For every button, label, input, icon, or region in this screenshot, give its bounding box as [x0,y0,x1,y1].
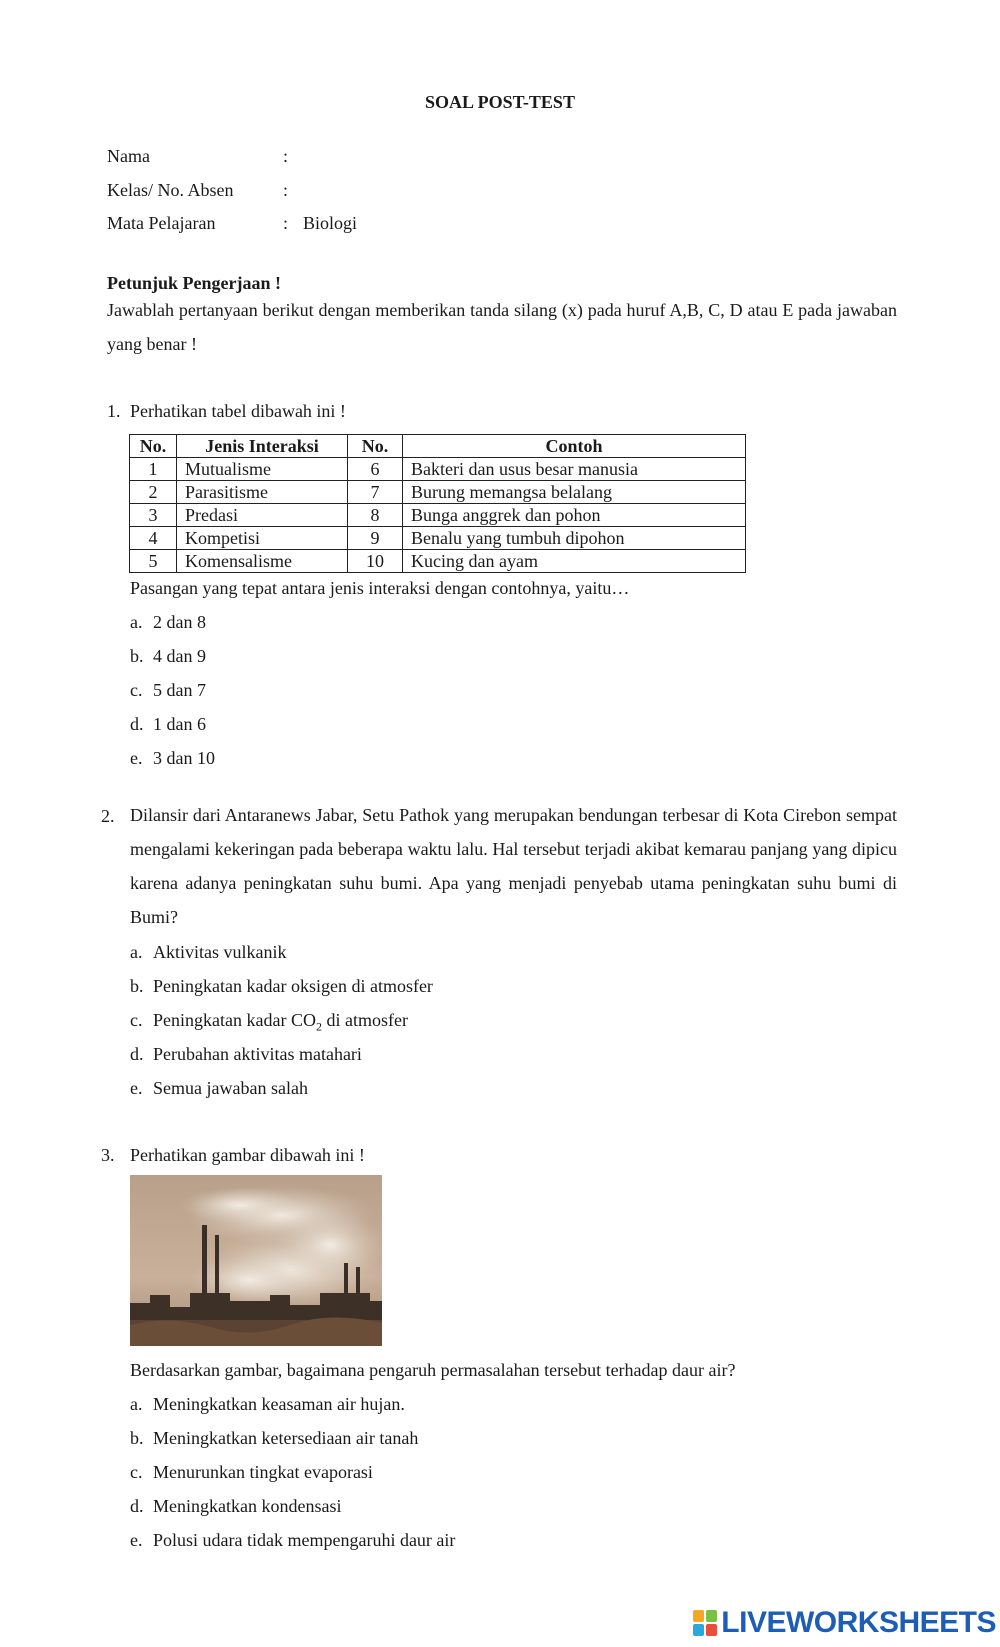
table-cell: 1 [130,458,177,481]
answer-option[interactable]: a. Meningkatkan keasaman air hujan. [130,1394,405,1414]
table-cell: Kucing dan ayam [403,550,746,573]
interaction-table [129,434,746,573]
answer-option[interactable]: e. Semua jawaban salah [130,1078,308,1098]
table-cell: Benalu yang tumbuh dipohon [403,527,746,550]
table-cell: Kompetisi [177,527,348,550]
table-cell: 4 [130,527,177,550]
table-cell: Bunga anggrek dan pohon [403,504,746,527]
answer-option[interactable]: c. Peningkatan kadar $CO_2$ di atmosfer [130,1010,408,1034]
table-cell: 3 [130,504,177,527]
question-prompt: Perhatikan tabel dibawah ini ! [130,401,346,421]
question-number: 3. [101,1145,115,1165]
identity-row-name: Nama : [107,146,289,166]
liveworksheets-logo[interactable] [693,1606,996,1640]
table-cell: Burung memangsa belalang [403,481,746,504]
table-cell: 8 [348,504,403,527]
table-cell: 6 [348,458,403,481]
instructions-heading: Petunjuk Pengerjaan ! [107,273,281,293]
question-prompt: Dilansir dari Antaranews Jabar, Setu Pathok yang merupakan bendungan terbesar di Kota Cirebon sempat mengalami kekeringan pada beberapa waktu lalu. Hal tersebut terjadi akibat kemarau panjang yang dipicu karena adanya peningkatan suhu bumi. Apa yang menjadi penyebab utama peningkatan suhu bumi di Bumi? [130,805,897,927]
table-header: Contoh [403,435,746,458]
table-cell: 9 [348,527,403,550]
answer-option[interactable]: e. Polusi udara tidak mempengaruhi daur air [130,1530,456,1550]
factory-pollution-image [130,1175,382,1346]
table-row [130,458,746,481]
question-number: 2. [101,806,115,826]
page-title: SOAL POST-TEST [425,92,575,112]
question-text: Berdasarkan gambar, bagaimana pengaruh permasalahan tersebut terhadap daur air? [130,1360,736,1380]
table-row [130,550,746,573]
answer-option[interactable]: d. Meningkatkan kondensasi [130,1496,342,1516]
table-header: Jenis Interaksi [177,435,348,458]
table-header: No. [348,435,403,458]
table-cell: Bakteri dan usus besar manusia [403,458,746,481]
table-row [130,527,746,550]
table-cell: 10 [348,550,403,573]
table-header: No. [130,435,177,458]
identity-row-class: Kelas/ No. Absen : [107,180,289,200]
identity-label: Mata Pelajaran [107,213,216,233]
question-number: 1. [107,401,121,421]
answer-option[interactable]: b. Meningkatkan ketersediaan air tanah [130,1428,419,1448]
table-row [130,481,746,504]
answer-option[interactable]: a. Aktivitas vulkanik [130,942,287,962]
identity-label: Nama [107,146,150,166]
answer-option[interactable]: b. 4 dan 9 [130,646,206,666]
liveworksheets-logo-icon [693,1610,717,1636]
answer-option[interactable]: a. 2 dan 8 [130,612,206,632]
identity-value: Biologi [303,213,358,233]
answer-option[interactable]: d. 1 dan 6 [130,714,206,734]
question-prompt: Perhatikan gambar dibawah ini ! [130,1145,365,1165]
question-text: Pasangan yang tepat antara jenis interaksi dengan contohnya, yaitu… [130,578,630,598]
answer-option[interactable]: e. 3 dan 10 [130,748,215,768]
identity-row-subject: Mata Pelajaran : Biologi [107,213,358,233]
table-cell: 7 [348,481,403,504]
table-cell: Parasitisme [177,481,348,504]
table-row [130,504,746,527]
table-cell: 5 [130,550,177,573]
table-cell: Komensalisme [177,550,348,573]
answer-option[interactable]: c. Menurunkan tingkat evaporasi [130,1462,373,1482]
table-cell: Mutualisme [177,458,348,481]
instructions-text: Jawablah pertanyaan berikut dengan memberikan tanda silang (x) pada huruf A,B, C, D atau E pada jawaban yang benar ! [107,300,897,354]
answer-option[interactable]: d. Perubahan aktivitas matahari [130,1044,362,1064]
table-cell: Predasi [177,504,348,527]
answer-option[interactable]: b. Peningkatan kadar oksigen di atmosfer [130,976,433,996]
answer-option[interactable]: c. 5 dan 7 [130,680,206,700]
brand-text: LIVEWORKSHEETS [721,1606,996,1639]
identity-label: Kelas/ No. Absen [107,180,234,200]
table-cell: 2 [130,481,177,504]
table-header-row [130,435,746,458]
